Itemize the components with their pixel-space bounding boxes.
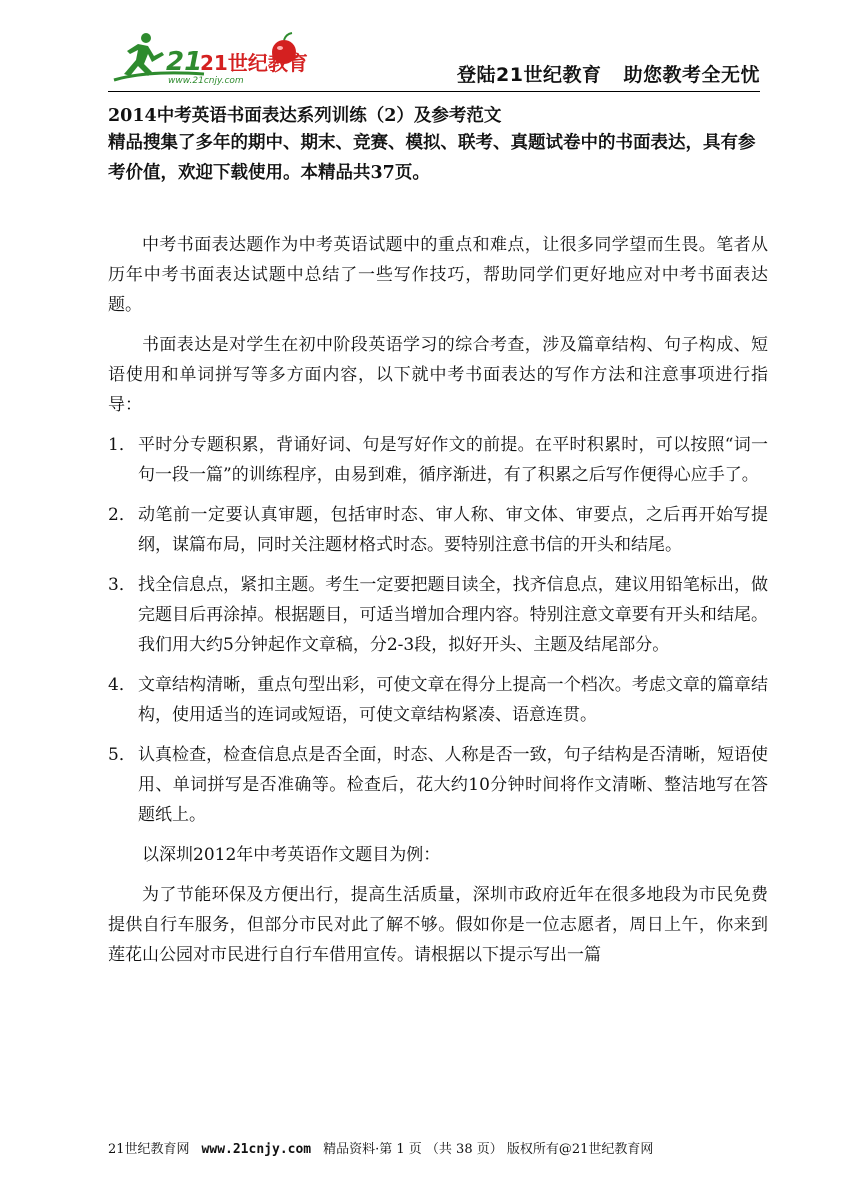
list-number: 2． <box>108 505 136 525</box>
page-header <box>108 30 760 92</box>
slogan-login: 登陆21世纪教育 <box>457 64 602 86</box>
paragraph: 中考书面表达题作为中考英语试题中的重点和难点，让很多同学望而生畏。笔者从历年中考书面表达试题中总结了一些写作技巧，帮助同学们更好地应对中考书面表达题。 <box>108 235 768 315</box>
21cnjy-logo <box>108 30 308 86</box>
footer-right: 精品资料·第 1 页 （共 38 页） 版权所有@21世纪教育网 <box>323 1142 654 1157</box>
footer-site-link[interactable]: www.21cnjy.com <box>201 1142 312 1157</box>
list-number: 5． <box>108 745 136 765</box>
document-intro: 精品搜集了多年的期中、期末、竞赛、模拟、联考、真题试卷中的书面表达，具有参考价值，欢迎下载使用。本精品共37页。 <box>108 133 756 183</box>
list-text: 认真检查，检查信息点是否全面，时态、人称是否一致，句子结构是否清晰，短语使用、单词拼写是否准确等。检查后，花大约10分钟时间将作文清晰、整洁地写在答题纸上。 <box>138 745 768 825</box>
slogan-tagline: 助您教考全无忧 <box>623 64 760 86</box>
document-body <box>108 230 768 980</box>
header-divider <box>108 91 760 92</box>
list-item <box>108 670 768 730</box>
sample-prompt: 为了节能环保及方便出行，提高生活质量，深圳市政府近年在很多地段为市民免费提供自行车服务，但部分市民对此了解不够。假如你是一位志愿者，周日上午，你来到莲花山公园对市民进行自行车借用宣传。请根据以下提示写出一篇 <box>108 885 768 965</box>
list-text: 找全信息点，紧扣主题。考生一定要把题目读全，找齐信息点，建议用铅笔标出，做完题目后再涂掉。根据题目，可适当增加合理内容。特别注意文章要有开头和结尾。我们用大约5分钟起作文章稿，分2-3段，拟好开头、主题及结尾部分。 <box>138 575 768 655</box>
footer-left: 21世纪教育网 <box>108 1142 190 1157</box>
sample-intro: 以深圳2012年中考英语作文题目为例： <box>142 845 441 865</box>
list-text: 文章结构清晰，重点句型出彩，可使文章在得分上提高一个档次。考虑文章的篇章结构，使用适当的连词或短语，可使文章结构紧凑、语意连贯。 <box>138 675 768 725</box>
list-number: 3． <box>108 575 136 595</box>
list-item <box>108 740 768 830</box>
header-slogan <box>435 60 760 87</box>
svg-text:21: 21 <box>166 47 203 77</box>
list-text: 动笔前一定要认真审题，包括审时态、审人称、审文体、审要点，之后再开始写提纲，谋篇布局，同时关注题材格式时态。要特别注意书信的开头和结尾。 <box>138 505 768 555</box>
list-item <box>108 500 768 560</box>
list-item <box>108 570 768 660</box>
svg-text:www.21cnjy.com: www.21cnjy.com <box>168 76 244 86</box>
list-text: 平时分专题积累，背诵好词、句是写好作文的前提。在平时积累时，可以按照“词一句一段一篇”的训练程序，由易到难，循序渐进，有了积累之后写作便得心应手了。 <box>138 435 768 485</box>
list-number: 1． <box>108 435 136 455</box>
list-item <box>108 430 768 490</box>
document-title: 2014中考英语书面表达系列训练（2）及参考范文 <box>108 106 502 126</box>
list-number: 4． <box>108 675 136 695</box>
page-footer <box>108 1138 653 1157</box>
paragraph: 书面表达是对学生在初中阶段英语学习的综合考查，涉及篇章结构、句子构成、短语使用和单词拼写等多方面内容，以下就中考书面表达的写作方法和注意事项进行指导： <box>108 335 768 415</box>
svg-text:21世纪教育: 21世纪教育 <box>200 51 308 75</box>
